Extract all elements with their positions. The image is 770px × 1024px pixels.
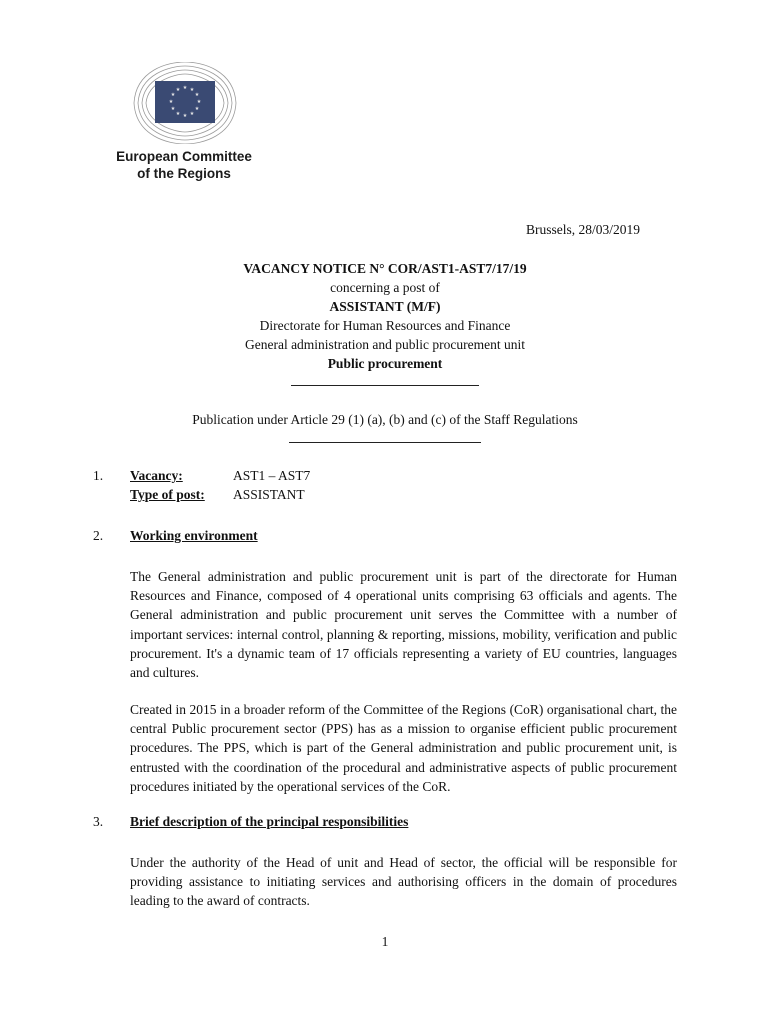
type-of-post-label: Type of post: [130,487,205,502]
svg-text:★: ★ [170,92,176,98]
section1-number: 1. [93,468,104,483]
svg-text:★: ★ [189,111,195,117]
document-date: Brussels, 28/03/2019 [525,222,640,237]
sector-name: Public procurement [327,356,443,371]
organization-name-line1: European Committee [116,149,252,164]
svg-text:★: ★ [175,111,181,117]
section3-number: 3. [93,814,104,829]
working-environment-paragraph-2: Created in 2015 in a broader reform of the Committee of the Regions (CoR) organisational chart, the central Public procurement sector (PPS) has as a mission to organise efficient public procurement procedures. The PPS, which is part of the General administration and public procurement unit, is entrusted with the coordination of the procedural and administrative aspects of public procurement procedures initiated by the operational services of the CoR. [130,702,677,794]
svg-text:★: ★ [182,85,188,91]
section2-number: 2. [93,528,104,543]
publication-text: Publication under Article 29 (1) (a), (b) and (c) of the Staff Regulations [192,412,578,427]
svg-text:★: ★ [170,106,176,112]
working-environment-paragraph-1: The General administration and public procurement unit is part of the directorate for Human Resources and Finance, composed of 4 operational units comprising 63 officials and agents. The General administration and public procurement unit serves the Committee with a number of important services: internal control, planning & reporting, missions, mobility, verification and public procurement. It's a dynamic team of 17 officials representing a variety of EU countries, languages and cultures. [130,569,677,681]
section3-title: Brief description of the principal responsibilities [130,814,409,829]
svg-text:★: ★ [194,106,200,112]
vacancy-value: AST1 – AST7 [233,468,311,483]
svg-text:★: ★ [168,99,174,105]
page-number: 1 [381,934,389,949]
title-divider [291,385,479,386]
vacancy-notice-title: VACANCY NOTICE N° COR/AST1-AST7/17/19 [243,261,527,276]
section2-title: Working environment [130,528,258,543]
svg-text:★: ★ [182,113,188,119]
svg-text:★: ★ [175,87,181,93]
unit-name: General administration and public procurement unit [244,337,526,352]
vacancy-label: Vacancy: [130,468,183,483]
publication-divider [289,442,481,443]
eu-flag-emblem-icon [130,62,240,144]
organization-name-line2: of the Regions [137,166,231,181]
post-title: ASSISTANT (M/F) [329,299,441,314]
responsibilities-paragraph-1: Under the authority of the Head of unit and Head of sector, the official will be responsible for providing assistance to initiating services and authorising officers in the domain of procedures leading to the award of contracts. [130,855,677,909]
type-of-post-value: ASSISTANT [233,487,305,502]
concerning-text: concerning a post of [330,280,440,295]
svg-text:★: ★ [189,87,195,93]
organization-name [108,148,260,182]
svg-text:★: ★ [196,99,202,105]
svg-text:★: ★ [194,92,200,98]
directorate-name: Directorate for Human Resources and Finance [259,318,511,333]
